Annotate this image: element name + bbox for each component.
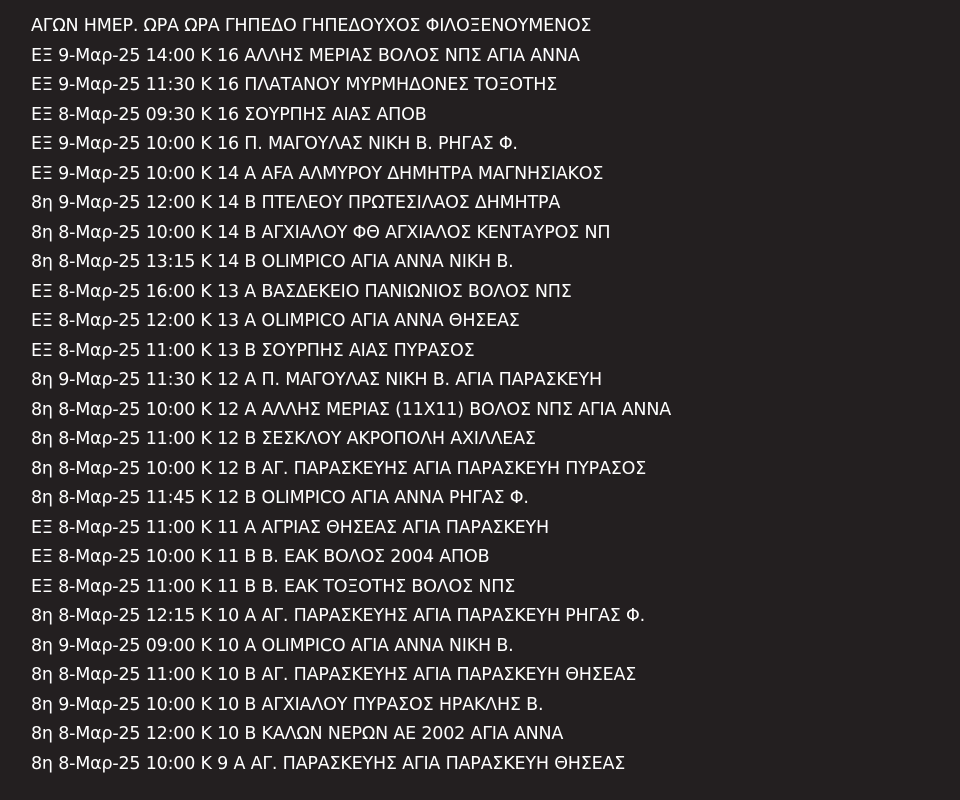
- match-row: ΕΞ 8-Μαρ-25 11:00 Κ 11 Α ΑΓΡΙΑΣ ΘΗΣΕΑΣ ΑΓΙΑ ΠΑΡΑΣΚΕΥΗ: [31, 517, 549, 538]
- match-row: 8η 8-Μαρ-25 10:00 Κ 14 Β ΑΓΧΙΑΛΟΥ ΦΘ ΑΓΧΙΑΛΟΣ ΚΕΝΤΑΥΡΟΣ ΝΠ: [31, 222, 611, 243]
- match-row: 8η 9-Μαρ-25 11:30 Κ 12 Α Π. ΜΑΓΟΥΛΑΣ ΝΙΚΗ Β. ΑΓΙΑ ΠΑΡΑΣΚΕΥΗ: [31, 370, 602, 390]
- header-row: ΑΓΩΝ ΗΜΕΡ. ΩΡΑ ΩΡΑ ΓΗΠΕΔΟ ΓΗΠΕΔΟΥΧΟΣ ΦΙΛΟΞΕΝΟΥΜΕΝΟΣ: [31, 16, 592, 36]
- match-row: 8η 8-Μαρ-25 11:00 Κ 12 Β ΣΕΣΚΛΟΥ ΑΚΡΟΠΟΛΗ ΑΧΙΛΛΕΑΣ: [31, 429, 536, 449]
- match-row: ΕΞ 9-Μαρ-25 10:00 Κ 16 Π. ΜΑΓΟΥΛΑΣ ΝΙΚΗ Β. ΡΗΓΑΣ Φ.: [31, 134, 518, 154]
- match-row: ΕΞ 9-Μαρ-25 14:00 Κ 16 ΑΛΛΗΣ ΜΕΡΙΑΣ ΒΟΛΟΣ ΝΠΣ ΑΓΙΑ ΑΝΝΑ: [31, 45, 580, 66]
- match-row: ΕΞ 8-Μαρ-25 12:00 Κ 13 Α OLIMPICO ΑΓΙΑ ΑΝΝΑ ΘΗΣΕΑΣ: [31, 311, 520, 331]
- match-row: 8η 8-Μαρ-25 12:00 Κ 10 Β ΚΑΛΩΝ ΝΕΡΩΝ ΑΕ 2002 ΑΓΙΑ ΑΝΝΑ: [31, 724, 564, 744]
- match-row: ΕΞ 9-Μαρ-25 11:30 Κ 16 ΠΛΑΤΑΝΟΥ ΜΥΡΜΗΔΟΝΕΣ ΤΟΞΟΤΗΣ: [31, 75, 558, 95]
- match-row: ΕΞ 8-Μαρ-25 10:00 Κ 11 Β Β. ΕΑΚ ΒΟΛΟΣ 2004 ΑΠΟΒ: [31, 547, 490, 567]
- match-row: ΕΞ 9-Μαρ-25 10:00 Κ 14 Α ΑFA ΑΛΜΥΡΟΥ ΔΗΜΗΤΡΑ ΜΑΓΝΗΣΙΑΚΟΣ: [31, 163, 604, 184]
- match-row: ΕΞ 8-Μαρ-25 16:00 Κ 13 Α ΒΑΣΔΕΚΕΙΟ ΠΑΝΙΩΝΙΟΣ ΒΟΛΟΣ ΝΠΣ: [31, 281, 572, 302]
- match-row: 8η 8-Μαρ-25 11:00 Κ 10 Β ΑΓ. ΠΑΡΑΣΚΕΥΗΣ ΑΓΙΑ ΠΑΡΑΣΚΕΥΗ ΘΗΣΕΑΣ: [31, 665, 637, 685]
- match-row: 8η 9-Μαρ-25 09:00 Κ 10 Α OLIMPICO ΑΓΙΑ ΑΝΝΑ ΝΙΚΗ Β.: [31, 635, 514, 656]
- match-row: 8η 8-Μαρ-25 10:00 Κ 12 Α ΑΛΛΗΣ ΜΕΡΙΑΣ (11Χ11) ΒΟΛΟΣ ΝΠΣ ΑΓΙΑ ΑΝΝΑ: [31, 399, 671, 420]
- match-row: 8η 8-Μαρ-25 11:45 Κ 12 Β OLIMPICO ΑΓΙΑ ΑΝΝΑ ΡΗΓΑΣ Φ.: [31, 488, 529, 508]
- match-row: ΕΞ 8-Μαρ-25 11:00 Κ 11 Β Β. ΕΑΚ ΤΟΞΟΤΗΣ ΒΟΛΟΣ ΝΠΣ: [31, 576, 516, 597]
- match-row: 8η 9-Μαρ-25 10:00 Κ 10 Β ΑΓΧΙΑΛΟΥ ΠΥΡΑΣΟΣ ΗΡΑΚΛΗΣ Β.: [31, 694, 544, 715]
- match-row: ΕΞ 8-Μαρ-25 11:00 Κ 13 Β ΣΟΥΡΠΗΣ ΑΙΑΣ ΠΥΡΑΣΟΣ: [31, 340, 475, 361]
- match-row: 8η 8-Μαρ-25 10:00 Κ 9 Α ΑΓ. ΠΑΡΑΣΚΕΥΗΣ ΑΓΙΑ ΠΑΡΑΣΚΕΥΗ ΘΗΣΕΑΣ: [31, 753, 626, 774]
- match-row: 8η 8-Μαρ-25 10:00 Κ 12 Β ΑΓ. ΠΑΡΑΣΚΕΥΗΣ ΑΓΙΑ ΠΑΡΑΣΚΕΥΗ ΠΥΡΑΣΟΣ: [31, 458, 647, 479]
- match-row: 8η 9-Μαρ-25 12:00 Κ 14 Β ΠΤΕΛΕΟΥ ΠΡΩΤΕΣΙΛΑΟΣ ΔΗΜΗΤΡΑ: [31, 193, 561, 213]
- match-row: 8η 8-Μαρ-25 12:15 Κ 10 Α ΑΓ. ΠΑΡΑΣΚΕΥΗΣ ΑΓΙΑ ΠΑΡΑΣΚΕΥΗ ΡΗΓΑΣ Φ.: [31, 606, 645, 626]
- match-row: 8η 8-Μαρ-25 13:15 Κ 14 Β OLIMPICO ΑΓΙΑ ΑΝΝΑ ΝΙΚΗ Β.: [31, 252, 514, 272]
- match-row: ΕΞ 8-Μαρ-25 09:30 Κ 16 ΣΟΥΡΠΗΣ ΑΙΑΣ ΑΠΟΒ: [31, 104, 427, 125]
